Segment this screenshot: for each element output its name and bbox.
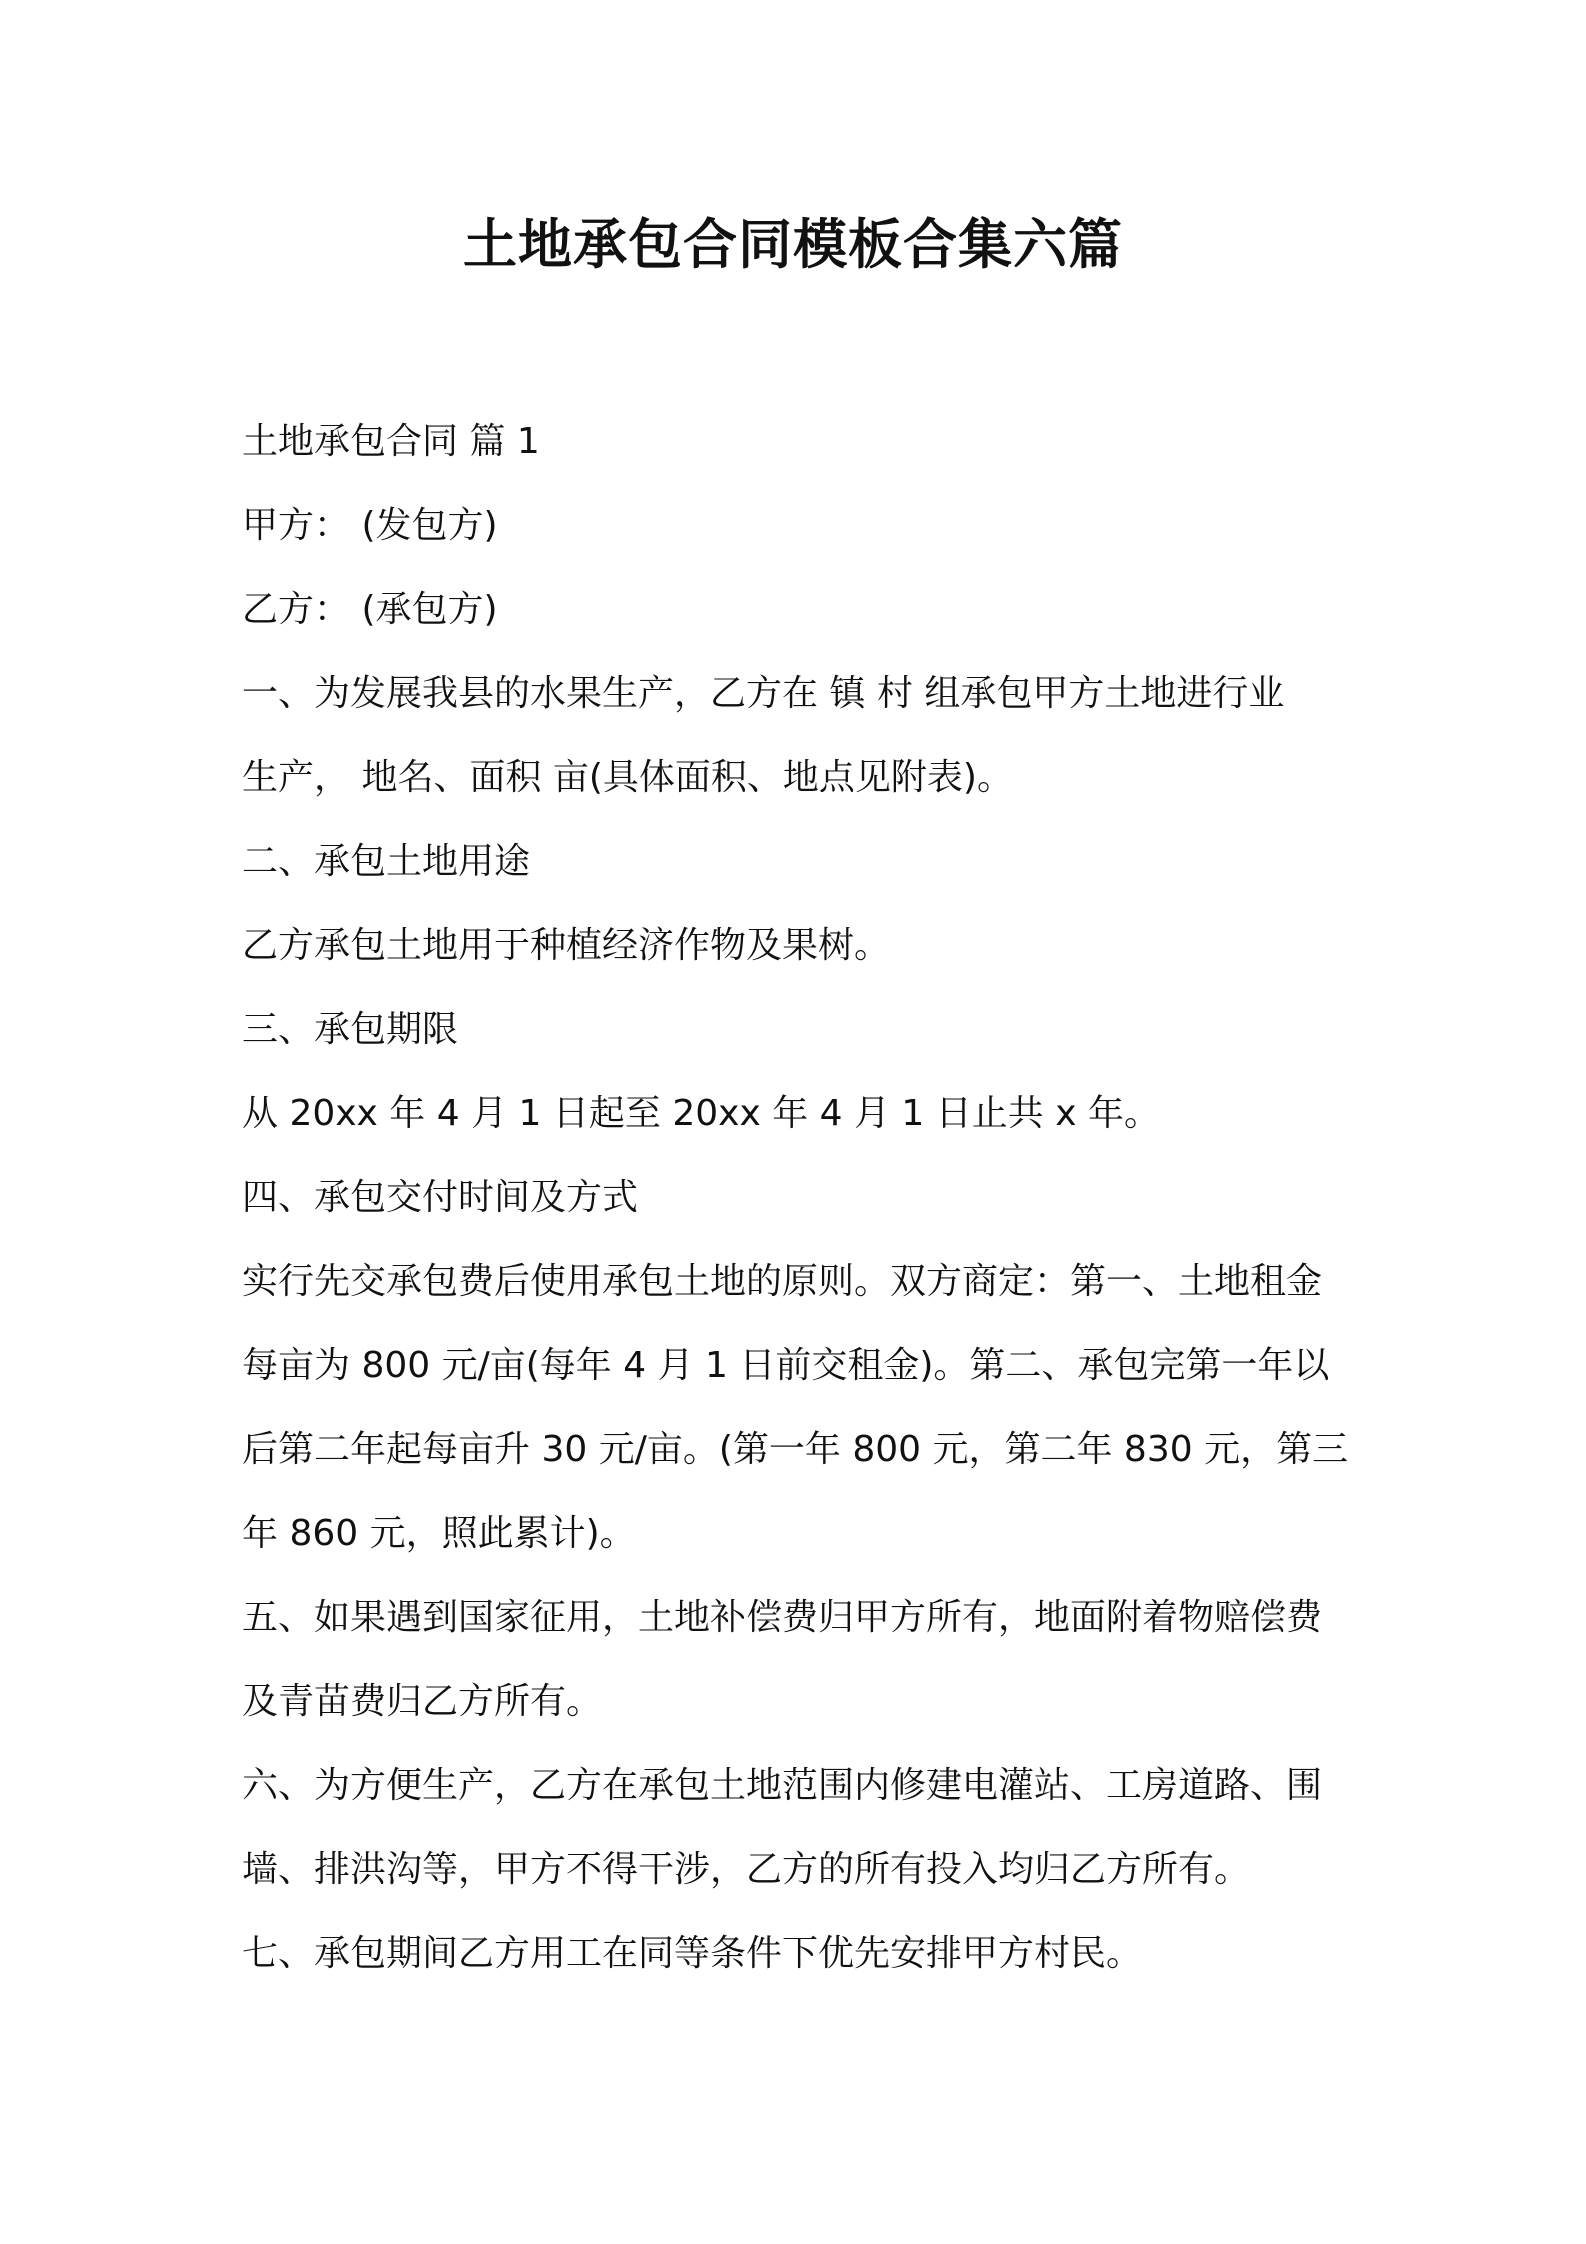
section-heading: 土地承包合同 篇 1 xyxy=(242,421,540,462)
clause-3-heading: 三、承包期限 xyxy=(242,1009,459,1050)
clause-1-line-2: 生产， 地名、面积 亩(具体面积、地点见附表)。 xyxy=(242,757,1013,798)
party-a-line: 甲方： (发包方) xyxy=(242,505,498,546)
clause-2-text: 乙方承包土地用于种植经济作物及果树。 xyxy=(242,925,891,966)
clause-4-line-2: 每亩为 800 元/亩(每年 4 月 1 日前交租金)。第二、承包完第一年以 xyxy=(242,1345,1330,1386)
clause-6-line-2: 墙、排洪沟等，甲方不得干涉，乙方的所有投入均归乙方所有。 xyxy=(242,1849,1251,1890)
clause-7-text: 七、承包期间乙方用工在同等条件下优先安排甲方村民。 xyxy=(242,1933,1143,1974)
clause-5-line-1: 五、如果遇到国家征用，土地补偿费归甲方所有，地面附着物赔偿费 xyxy=(242,1597,1323,1638)
clause-6-line-1: 六、为方便生产，乙方在承包土地范围内修建电灌站、工房道路、围 xyxy=(242,1765,1323,1806)
party-b-line: 乙方： (承包方) xyxy=(242,589,498,630)
clause-4-line-4: 年 860 元，照此累计)。 xyxy=(242,1513,636,1554)
clause-4-line-3: 后第二年起每亩升 30 元/亩。(第一年 800 元，第二年 830 元，第三 xyxy=(242,1429,1349,1470)
document-title: 土地承包合同模板合集六篇 xyxy=(463,213,1123,276)
document-body xyxy=(242,400,1362,1996)
clause-1-line-1: 一、为发展我县的水果生产，乙方在 镇 村 组承包甲方土地进行业 xyxy=(242,673,1285,714)
clause-4-heading: 四、承包交付时间及方式 xyxy=(242,1177,639,1218)
clause-4-line-1: 实行先交承包费后使用承包土地的原则。双方商定：第一、土地租金 xyxy=(242,1261,1323,1302)
clause-5-line-2: 及青苗费归乙方所有。 xyxy=(242,1681,603,1722)
clause-2-heading: 二、承包土地用途 xyxy=(242,841,531,882)
clause-3-text: 从 20xx 年 4 月 1 日起至 20xx 年 4 月 1 日止共 x 年。 xyxy=(242,1093,1160,1134)
